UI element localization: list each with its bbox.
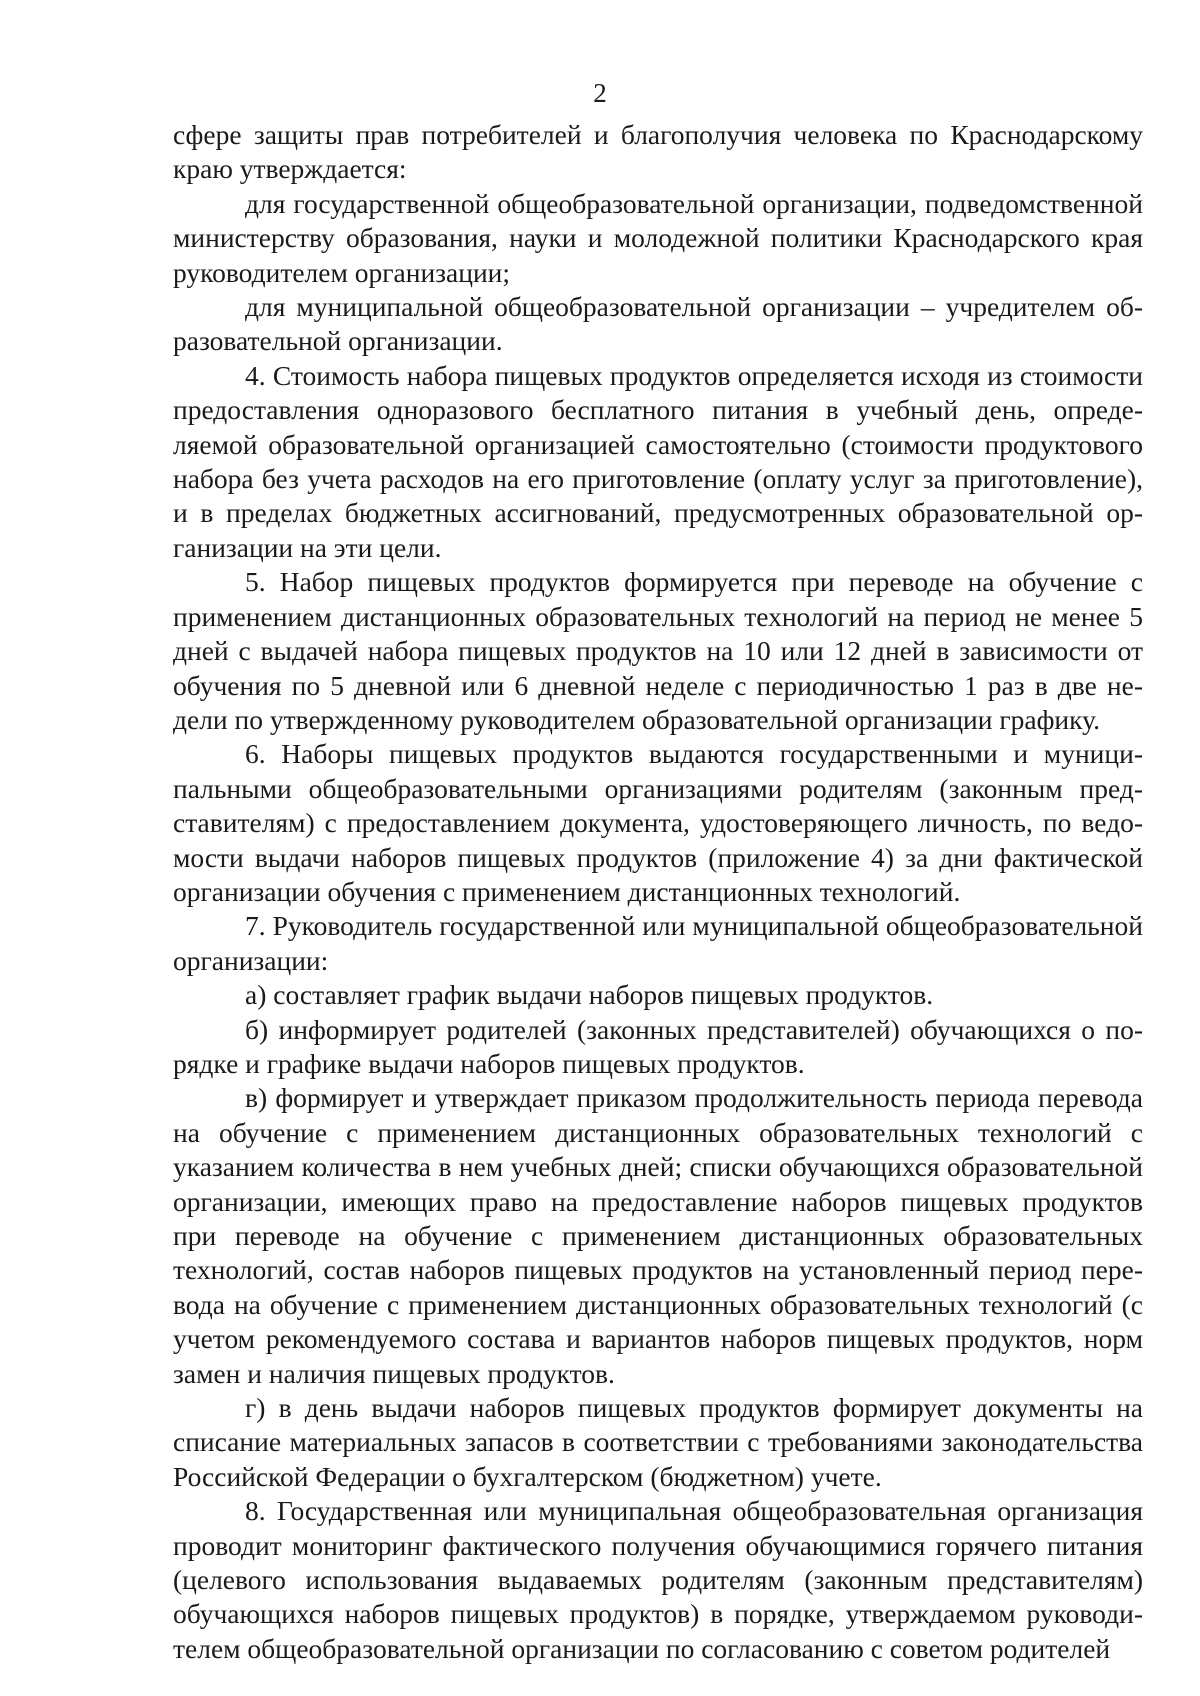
paragraph-item-8: 8. Государственная или муниципальная общеобразовательная организация проводит мониторинг фактического получения обучающимися горячего питания (целевого использования выдаваемых родителям (законным представителям) обучающихся наборов пищевых продуктов) в порядке, утверждаемом руководителем общеобразовательной организации по согласованию с советом родителей bbox=[173, 1495, 1143, 1664]
paragraph-state-organization: для государственной общеобразовательной организации, подведомственной министерству образования, науки и молодежной политики Краснодарского края руководителем организации; bbox=[173, 187, 1143, 288]
paragraph-municipal-organization: для муниципальной общеобразовательной организации – учредителем образовательной организации. bbox=[173, 291, 1143, 357]
paragraph-item-7v: в) формирует и утверждает приказом продолжительность периода перевода на обучение с применением дистанционных образовательных технологий с указанием количества в нем учебных дней; списки обучающихся образовательной организации, имеющих право на предоставление наборов пищевых продуктов при переводе на обучение с применением дистанционных образовательных технологий, состав наборов пищевых продуктов на установленный период перевода на обучение с применением дистанционных образовательных технологий (с учетом рекомендуемого состава и вариантов наборов пищевых продуктов, норм замен и наличия пищевых продуктов. bbox=[173, 1082, 1143, 1389]
paragraph-item-7g: г) в день выдачи наборов пищевых продуктов формирует документы на списание материальных запасов в соответствии с требованиями законодательства Российской Федерации о бухгалтерском (бюджетном) учете. bbox=[173, 1392, 1143, 1492]
paragraph-item-7: 7. Руководитель государственной или муниципальной общеобразовательной организации: bbox=[173, 910, 1143, 976]
document-body bbox=[173, 118, 1143, 1666]
page-number: 2 bbox=[593, 78, 607, 108]
paragraph-item-5: 5. Набор пищевых продуктов формируется при переводе на обучение с применением дистанционных образовательных технологий на период не менее 5 дней с выдачей набора пищевых продуктов на 10 или 12 дней в зависимости от обучения по 5 дневной или 6 дневной неделе с периодичностью 1 раз в две недели по утвержденному руководителем образовательной организации графику. bbox=[173, 566, 1143, 735]
paragraph-item-7b: б) информирует родителей (законных представителей) обучающихся о порядке и графике выдачи наборов пищевых продуктов. bbox=[173, 1013, 1143, 1079]
paragraph-item-6: 6. Наборы пищевых продуктов выдаются государственными и муниципальными общеобразовательными организациями родителям (законным представителям) с предоставлением документа, удостоверяющего личность, по ведомости выдачи наборов пищевых продуктов (приложение 4) за дни фактической организации обучения с применением дистанционных технологий. bbox=[173, 738, 1143, 907]
paragraph-item-4: 4. Стоимость набора пищевых продуктов определяется исходя из стоимости предоставления одноразового бесплатного питания в учебный день, определяемой образовательной организацией самостоятельно (стоимости продуктового набора без учета расходов на его приготовление (оплату услуг за приготовление), и в пределах бюджетных ассигнований, предусмотренных образовательной организации на эти цели. bbox=[173, 359, 1143, 563]
paragraph-item-7a: а) составляет график выдачи наборов пищевых продуктов. bbox=[245, 979, 934, 1011]
paragraph-continuation: сфере защиты прав потребителей и благополучия человека по Краснодарскому краю утверждается: bbox=[173, 119, 1143, 185]
